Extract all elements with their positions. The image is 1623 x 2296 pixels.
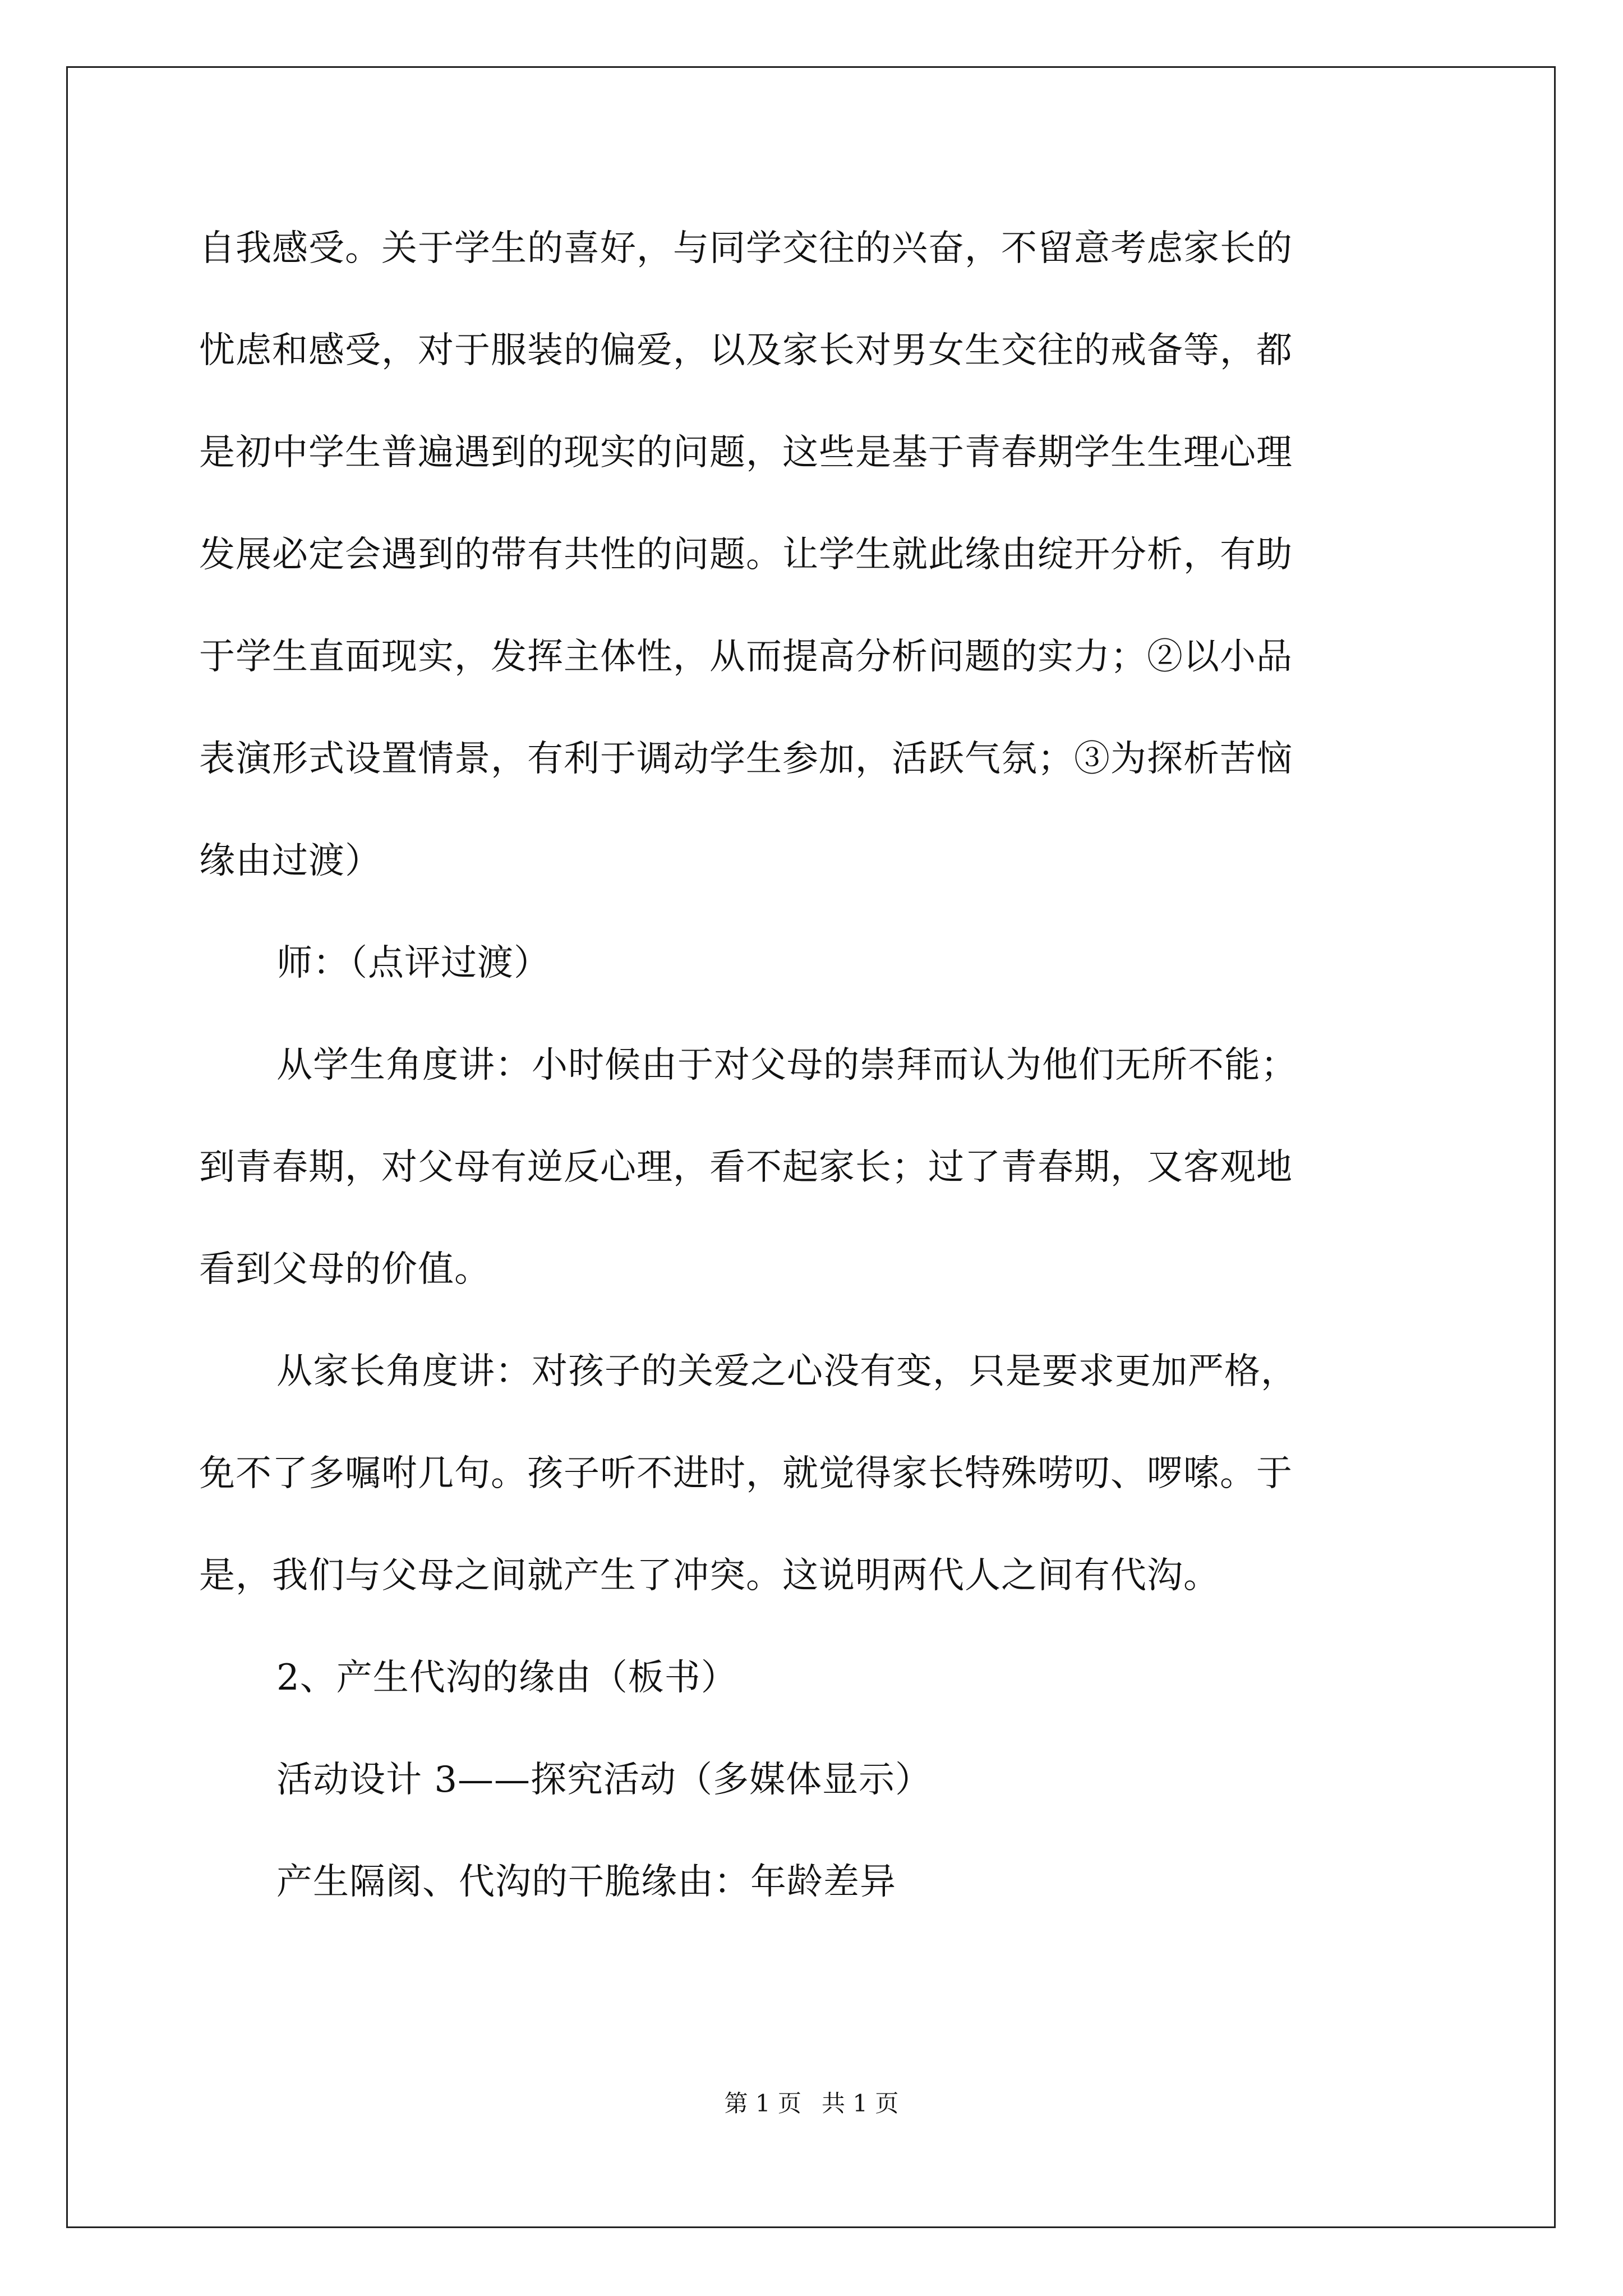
- paragraph-direct-cause: 产生隔阂、代沟的干脆缘由：年龄差异: [276, 1861, 896, 1903]
- paragraph-parent-perspective: 从家长角度讲：对孩子的关爱之心没有变，只是要求更加严格，: [276, 1351, 1297, 1392]
- activity-heading: 活动设计 3——探究活动（多媒体显示）: [276, 1759, 932, 1801]
- text-line: 于学生直面现实，发挥主体性，从而提高分析问题的实力；②以小品: [199, 636, 1293, 678]
- page-footer: [0, 2087, 1623, 2120]
- text-line: 免不了多嘱咐几句。孩子听不进时，就觉得家长特殊唠叨、啰嗦。于: [199, 1453, 1293, 1494]
- text-line: 到青春期，对父母有逆反心理，看不起家长；过了青春期，又客观地: [199, 1147, 1293, 1188]
- text-line: 发展必定会遇到的带有共性的问题。让学生就此缘由绽开分析，有助: [199, 534, 1293, 576]
- text-line: 表演形式设置情景，有利于调动学生参加，活跃气氛；③为探析苦恼: [199, 738, 1293, 780]
- text-line: 是，我们与父母之间就产生了冲突。这说明两代人之间有代沟。: [199, 1555, 1220, 1596]
- paragraph-teacher-transition: 师：（点评过渡）: [276, 942, 550, 984]
- text-line: 忧虑和感受，对于服装的偏爱，以及家长对男女生交往的戒备等，都: [199, 330, 1293, 371]
- document-body: [199, 209, 1424, 1944]
- text-line: 是初中学生普遍遇到的现实的问题，这些是基于青春期学生生理心理: [199, 432, 1293, 473]
- text-line: 缘由过渡）: [199, 840, 381, 882]
- page-number: 第 1 页: [724, 2090, 801, 2117]
- section-heading: 2、产生代沟的缘由（板书）: [276, 1657, 737, 1699]
- page-total: 共 1 页: [822, 2090, 899, 2117]
- paragraph-student-perspective: 从学生角度讲：小时候由于对父母的崇拜而认为他们无所不能；: [276, 1045, 1297, 1086]
- text-line: 看到父母的价值。: [199, 1249, 491, 1290]
- text-line: 自我感受。关于学生的喜好，与同学交往的兴奋，不留意考虑家长的: [199, 228, 1293, 269]
